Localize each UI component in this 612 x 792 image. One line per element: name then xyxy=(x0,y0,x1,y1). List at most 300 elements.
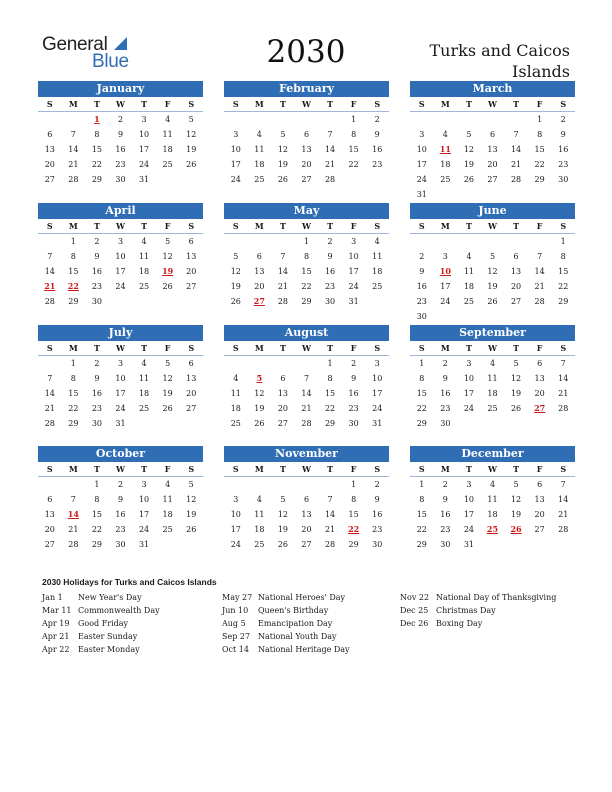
week-row xyxy=(38,507,203,522)
weekday-label: T xyxy=(141,221,148,231)
week-row xyxy=(38,401,203,416)
week-row xyxy=(410,386,575,401)
weekday-label: T xyxy=(465,221,472,231)
day: 16 xyxy=(440,389,451,398)
day: 21 xyxy=(534,282,545,291)
holiday-date: Mar 11 xyxy=(42,606,72,615)
day: 15 xyxy=(324,389,336,398)
weekday-label: S xyxy=(46,221,53,231)
day: 31 xyxy=(416,190,427,199)
day: 28 xyxy=(510,175,522,184)
day: 18 xyxy=(440,160,451,169)
day: 18 xyxy=(487,389,498,398)
holiday-item xyxy=(400,617,556,630)
day: 18 xyxy=(254,525,265,534)
day: 12 xyxy=(277,145,289,154)
weekday-label: W xyxy=(116,464,125,474)
day: 7 xyxy=(70,495,76,504)
weekday-label: F xyxy=(164,99,171,109)
day: 30 xyxy=(416,312,427,321)
week-row xyxy=(224,401,389,416)
week-row xyxy=(410,157,575,172)
day: 11 xyxy=(487,374,498,383)
day: 31 xyxy=(372,419,383,428)
week-row xyxy=(224,279,389,294)
month-april xyxy=(38,203,203,309)
empty-day xyxy=(481,234,505,249)
day: 19 xyxy=(463,160,475,169)
weekday-label: S xyxy=(418,464,425,474)
day: 8 xyxy=(70,374,76,383)
day: 24 xyxy=(372,404,383,413)
day: 4 xyxy=(442,130,448,139)
weekday-label: F xyxy=(536,221,543,231)
day: 16 xyxy=(440,510,451,519)
empty-day xyxy=(179,294,203,309)
day: 7 xyxy=(280,252,286,261)
day: 17 xyxy=(138,145,150,154)
holiday-item xyxy=(222,630,350,643)
day: 6 xyxy=(280,374,286,383)
day: 17 xyxy=(348,267,359,276)
month-name: October xyxy=(38,446,203,462)
day: 12 xyxy=(186,495,197,504)
day: 8 xyxy=(70,252,76,261)
day: 29 xyxy=(68,297,79,306)
day: 1 xyxy=(327,359,333,368)
day: 16 xyxy=(372,510,383,519)
weekday-label: T xyxy=(93,343,100,353)
day: 10 xyxy=(115,374,126,383)
day: 7 xyxy=(47,374,53,383)
day: 4 xyxy=(141,359,147,368)
weekday-label: W xyxy=(488,464,497,474)
day: 6 xyxy=(188,359,194,368)
holiday-name: New Year's Day xyxy=(78,593,142,602)
holiday-name: Queen's Birthday xyxy=(258,606,329,615)
day: 29 xyxy=(91,540,103,549)
weekday-label: T xyxy=(279,343,286,353)
empty-day xyxy=(551,187,575,202)
day: 20 xyxy=(487,160,498,169)
day: 12 xyxy=(186,130,197,139)
weekday-header xyxy=(224,462,389,477)
day: 4 xyxy=(165,480,171,489)
day: 13 xyxy=(534,495,545,504)
day: 22 xyxy=(416,525,427,534)
day: 11 xyxy=(254,510,265,519)
holiday-date: Apr 21 xyxy=(42,632,70,641)
week-row xyxy=(224,356,389,371)
weekday-label: M xyxy=(440,99,450,109)
day: 17 xyxy=(440,282,451,291)
week-row xyxy=(38,371,203,386)
empty-day xyxy=(271,234,295,249)
month-october xyxy=(38,446,203,552)
day: 22 xyxy=(558,282,569,291)
week-row xyxy=(224,371,389,386)
weekday-label: M xyxy=(440,464,450,474)
empty-day xyxy=(318,112,342,127)
day: 12 xyxy=(463,145,475,154)
empty-day xyxy=(179,172,203,187)
week-row xyxy=(410,187,575,202)
day: 1 xyxy=(419,480,425,489)
day: 28 xyxy=(324,175,336,184)
holiday-date: Aug 5 xyxy=(222,619,246,628)
empty-day xyxy=(224,477,248,492)
day: 12 xyxy=(162,374,173,383)
day: 13 xyxy=(301,145,312,154)
day: 22 xyxy=(91,525,103,534)
weekday-label: W xyxy=(302,221,311,231)
day: 31 xyxy=(138,175,150,184)
day: 24 xyxy=(115,404,126,413)
weekday-label: M xyxy=(68,464,78,474)
day: 23 xyxy=(91,282,103,291)
day: 24 xyxy=(230,175,241,184)
day: 6 xyxy=(47,130,53,139)
day: 27 xyxy=(534,525,545,534)
day: 21 xyxy=(558,389,569,398)
day: 18 xyxy=(463,282,475,291)
day: 23 xyxy=(372,525,383,534)
empty-day xyxy=(271,112,295,127)
day: 14 xyxy=(277,267,289,276)
day: 5 xyxy=(233,252,239,261)
empty-day xyxy=(156,172,180,187)
empty-day xyxy=(457,309,481,324)
month-name: September xyxy=(410,325,575,341)
empty-day xyxy=(271,356,295,371)
weekday-label: F xyxy=(350,464,357,474)
day: 13 xyxy=(487,145,498,154)
day: 14 xyxy=(324,510,336,519)
day: 2 xyxy=(351,359,357,368)
holiday-date: Apr 22 xyxy=(42,645,70,654)
day: 29 xyxy=(416,419,427,428)
day: 20 xyxy=(186,389,197,398)
day: 26 xyxy=(186,525,197,534)
day: 16 xyxy=(324,267,336,276)
weekday-label: M xyxy=(68,343,78,353)
holiday-name: National Youth Day xyxy=(258,632,337,641)
day: 13 xyxy=(44,145,55,154)
empty-day xyxy=(410,112,434,127)
weekday-label: W xyxy=(116,221,125,231)
day: 15 xyxy=(534,145,545,154)
day: 21 xyxy=(44,404,55,413)
day: 30 xyxy=(440,540,451,549)
day: 8 xyxy=(351,130,357,139)
day: 15 xyxy=(68,267,79,276)
holiday-item xyxy=(42,643,160,656)
holiday-day: 25 xyxy=(486,524,499,534)
week-row xyxy=(38,234,203,249)
day: 29 xyxy=(324,419,336,428)
day: 15 xyxy=(416,510,427,519)
day: 23 xyxy=(440,525,451,534)
weekday-label: W xyxy=(116,343,125,353)
day: 20 xyxy=(510,282,522,291)
day: 15 xyxy=(301,267,312,276)
weekday-label: T xyxy=(513,343,520,353)
week-row xyxy=(410,172,575,187)
holidays-title: 2030 Holidays for Turks and Caicos Islands xyxy=(42,577,217,587)
holiday-name: Christmas Day xyxy=(436,606,496,615)
day: 13 xyxy=(534,374,545,383)
day: 20 xyxy=(534,510,545,519)
day: 5 xyxy=(165,359,171,368)
empty-day xyxy=(528,537,552,552)
day: 20 xyxy=(301,160,312,169)
weekday-label: T xyxy=(465,464,472,474)
day: 11 xyxy=(138,252,150,261)
day: 5 xyxy=(165,237,171,246)
empty-day xyxy=(132,416,156,431)
empty-day xyxy=(504,416,528,431)
week-row xyxy=(38,157,203,172)
holiday-name: Emancipation Day xyxy=(258,619,333,628)
empty-day xyxy=(551,537,575,552)
holiday-date: Dec 25 xyxy=(400,606,429,615)
weekday-label: T xyxy=(513,221,520,231)
month-may xyxy=(224,203,389,309)
day: 10 xyxy=(138,495,150,504)
empty-day xyxy=(528,187,552,202)
day: 3 xyxy=(141,115,147,124)
week-row xyxy=(410,537,575,552)
empty-day xyxy=(295,356,319,371)
weekday-label: T xyxy=(327,221,334,231)
holiday-item xyxy=(222,604,350,617)
day: 7 xyxy=(513,130,519,139)
day: 19 xyxy=(186,510,197,519)
holiday-item xyxy=(222,591,350,604)
empty-day xyxy=(295,112,319,127)
weekday-label: S xyxy=(418,221,425,231)
day: 26 xyxy=(254,419,265,428)
day: 1 xyxy=(560,237,566,246)
day: 26 xyxy=(510,404,522,413)
month-name: August xyxy=(224,325,389,341)
day: 11 xyxy=(254,145,265,154)
day: 27 xyxy=(44,540,55,549)
day: 14 xyxy=(558,374,569,383)
day: 22 xyxy=(324,404,336,413)
weekday-label: W xyxy=(302,464,311,474)
day: 7 xyxy=(327,495,333,504)
day: 5 xyxy=(513,359,519,368)
day: 25 xyxy=(230,419,241,428)
weekday-label: S xyxy=(232,343,239,353)
holiday-column xyxy=(400,591,556,630)
weekday-label: T xyxy=(513,464,520,474)
day: 16 xyxy=(348,389,359,398)
holiday-name: Easter Sunday xyxy=(78,632,138,641)
weekday-label: S xyxy=(188,99,195,109)
day: 27 xyxy=(301,540,312,549)
weekday-header xyxy=(410,462,575,477)
day: 31 xyxy=(138,540,150,549)
day: 17 xyxy=(230,160,241,169)
empty-day xyxy=(410,234,434,249)
holiday-name: National Heroes' Day xyxy=(258,593,346,602)
weekday-label: W xyxy=(488,343,497,353)
weekday-label: S xyxy=(560,464,567,474)
day: 8 xyxy=(560,252,566,261)
week-row xyxy=(410,127,575,142)
week-row xyxy=(38,249,203,264)
day: 12 xyxy=(510,495,522,504)
week-row xyxy=(38,264,203,279)
day: 6 xyxy=(303,495,310,504)
day: 4 xyxy=(141,237,147,246)
day: 1 xyxy=(70,359,76,368)
holiday-day: 19 xyxy=(162,266,174,276)
month-november xyxy=(224,446,389,552)
day: 6 xyxy=(513,252,519,261)
day: 28 xyxy=(324,540,336,549)
weekday-label: F xyxy=(164,221,171,231)
week-row xyxy=(38,537,203,552)
day: 9 xyxy=(442,374,448,383)
day: 16 xyxy=(115,510,126,519)
day: 21 xyxy=(510,160,522,169)
day: 28 xyxy=(44,297,55,306)
empty-day xyxy=(342,172,366,187)
weekday-label: S xyxy=(232,464,239,474)
day: 1 xyxy=(351,480,357,489)
weekday-label: S xyxy=(560,99,567,109)
day: 4 xyxy=(374,237,380,246)
day: 23 xyxy=(115,525,126,534)
day: 28 xyxy=(68,175,79,184)
day: 10 xyxy=(230,145,241,154)
day: 30 xyxy=(91,419,103,428)
day: 6 xyxy=(537,480,543,489)
day: 26 xyxy=(487,297,498,306)
day: 23 xyxy=(348,404,359,413)
month-name: April xyxy=(38,203,203,219)
empty-day xyxy=(481,112,505,127)
day: 8 xyxy=(303,252,310,261)
day: 12 xyxy=(510,374,522,383)
day: 28 xyxy=(68,540,79,549)
weekday-label: F xyxy=(536,343,543,353)
weekday-label: T xyxy=(93,464,100,474)
week-row xyxy=(410,401,575,416)
day: 29 xyxy=(301,297,312,306)
day: 2 xyxy=(94,237,100,246)
weekday-label: S xyxy=(374,99,381,109)
day: 9 xyxy=(117,130,124,139)
day: 20 xyxy=(44,525,55,534)
day: 9 xyxy=(351,374,357,383)
day: 19 xyxy=(162,389,173,398)
day: 31 xyxy=(463,540,475,549)
week-row xyxy=(38,416,203,431)
week-row xyxy=(224,386,389,401)
day: 4 xyxy=(489,359,496,368)
month-august xyxy=(224,325,389,431)
day: 27 xyxy=(301,175,312,184)
holiday-name: National Heritage Day xyxy=(258,645,350,654)
week-row xyxy=(38,127,203,142)
day: 8 xyxy=(419,495,425,504)
month-name: January xyxy=(38,81,203,97)
day: 22 xyxy=(534,160,545,169)
empty-day xyxy=(224,356,248,371)
day: 5 xyxy=(188,480,194,489)
day: 9 xyxy=(374,495,380,504)
day: 24 xyxy=(138,160,150,169)
empty-day xyxy=(504,309,528,324)
day: 2 xyxy=(442,359,448,368)
day: 8 xyxy=(327,374,333,383)
day: 25 xyxy=(162,160,173,169)
day: 29 xyxy=(348,540,359,549)
weekday-label: T xyxy=(327,464,334,474)
day: 3 xyxy=(466,480,472,489)
day: 19 xyxy=(277,525,289,534)
day: 18 xyxy=(138,267,150,276)
day: 21 xyxy=(324,525,336,534)
day: 16 xyxy=(91,267,103,276)
day: 17 xyxy=(463,510,475,519)
day: 26 xyxy=(277,540,289,549)
day: 7 xyxy=(70,130,76,139)
weekday-label: T xyxy=(93,221,100,231)
day: 8 xyxy=(419,374,425,383)
empty-day xyxy=(457,112,481,127)
week-row xyxy=(410,522,575,537)
day: 10 xyxy=(138,130,150,139)
empty-day xyxy=(528,309,552,324)
weekday-label: M xyxy=(254,464,264,474)
holiday-name: Commonwealth Day xyxy=(78,606,160,615)
week-row xyxy=(224,264,389,279)
day: 22 xyxy=(91,160,103,169)
week-row xyxy=(38,386,203,401)
weekday-label: S xyxy=(188,464,195,474)
logo-word-general: General xyxy=(42,34,108,55)
day: 22 xyxy=(348,160,359,169)
empty-day xyxy=(179,537,203,552)
weekday-label: M xyxy=(254,221,264,231)
day: 30 xyxy=(91,297,103,306)
weekday-label: W xyxy=(302,343,311,353)
week-row xyxy=(224,492,389,507)
day: 7 xyxy=(537,252,543,261)
empty-day xyxy=(457,234,481,249)
day: 18 xyxy=(487,510,498,519)
day: 8 xyxy=(351,495,357,504)
holiday-item xyxy=(400,591,556,604)
day: 11 xyxy=(372,252,383,261)
weekday-label: S xyxy=(46,99,53,109)
day: 30 xyxy=(440,419,451,428)
day: 21 xyxy=(301,404,312,413)
week-row xyxy=(410,507,575,522)
month-january xyxy=(38,81,203,187)
weekday-label: F xyxy=(536,99,543,109)
day: 23 xyxy=(115,160,126,169)
day: 10 xyxy=(416,145,427,154)
empty-day xyxy=(248,234,272,249)
holiday-item xyxy=(222,617,350,630)
empty-day xyxy=(62,477,86,492)
